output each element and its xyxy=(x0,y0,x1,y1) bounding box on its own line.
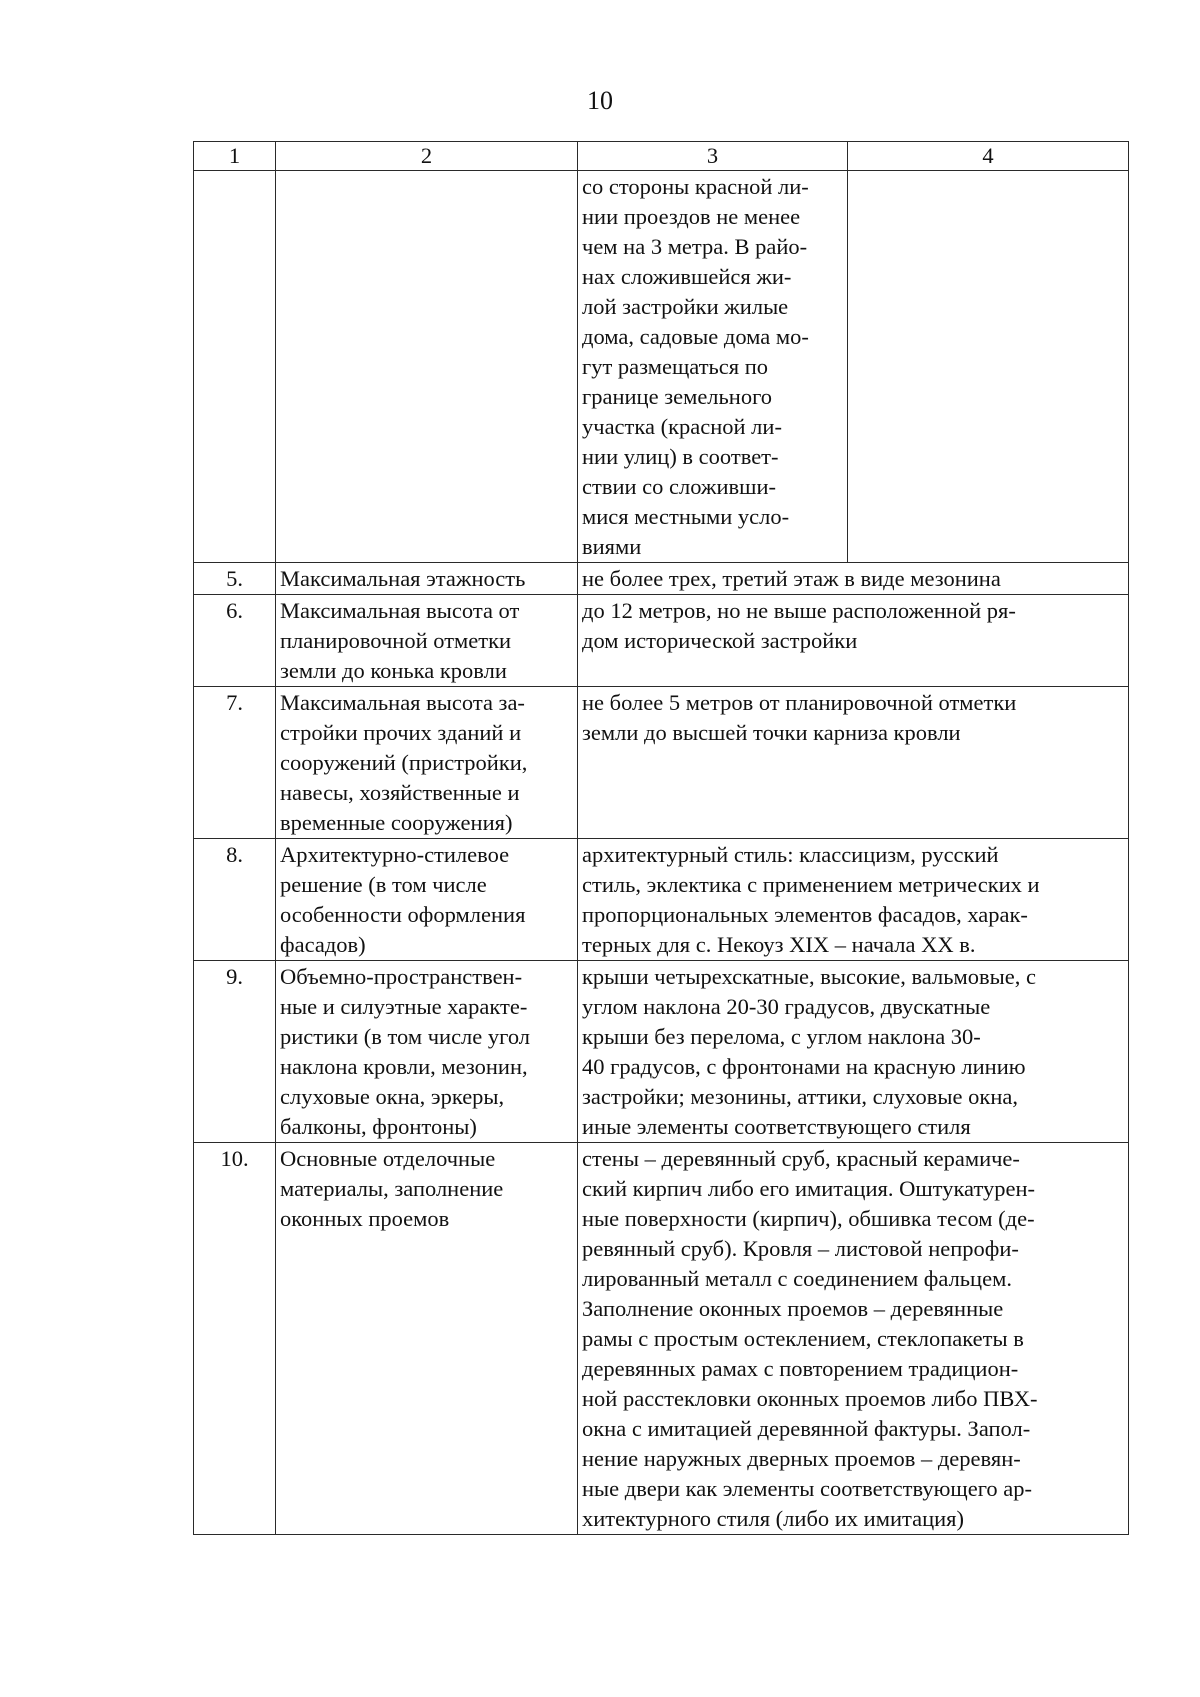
table-row xyxy=(194,687,1129,839)
row-number: 5. xyxy=(194,563,276,595)
column-number-4: 4 xyxy=(848,142,1129,171)
column-number-2: 2 xyxy=(276,142,578,171)
regulations-table xyxy=(193,141,1129,1535)
table-row xyxy=(194,563,1129,595)
column-number-header-row xyxy=(194,142,1129,171)
row-parameter: Архитектурно-стилевое решение (в том числе особенности оформления фасадов) xyxy=(276,839,578,961)
table-row xyxy=(194,961,1129,1143)
row-value: не более 5 метров от планировочной отметки земли до высшей точки карниза кровли xyxy=(578,687,1129,839)
row-parameter: Объемно-пространствен- ные и силуэтные характе- ристики (в том числе угол наклона кровли, мезонин, слуховые окна, эркеры, балконы, фронтоны) xyxy=(276,961,578,1143)
continuation-value-cell: со стороны красной ли- нии проездов не менее чем на 3 метра. В райо- нах сложившейся жи- лой застройки жилые дома, садовые дома мо- гут размещаться по границе земельного участка (красной ли- нии улиц) в соответ- ствии со сложивши- мися местными усло- виями xyxy=(578,171,848,563)
row-parameter: Основные отделочные материалы, заполнение оконных проемов xyxy=(276,1143,578,1535)
row-parameter: Максимальная высота от планировочной отметки земли до конька кровли xyxy=(276,595,578,687)
table-row xyxy=(194,839,1129,961)
table-row-continuation xyxy=(194,171,1129,563)
row-number: 10. xyxy=(194,1143,276,1535)
row-value: до 12 метров, но не выше расположенной ря- дом исторической застройки xyxy=(578,595,1129,687)
row-number: 7. xyxy=(194,687,276,839)
page-number: 10 xyxy=(587,86,613,115)
row-number: 6. xyxy=(194,595,276,687)
column-number-1: 1 xyxy=(194,142,276,171)
row-parameter: Максимальная этажность xyxy=(276,563,578,595)
continuation-extra-cell xyxy=(848,171,1129,563)
column-number-3: 3 xyxy=(578,142,848,171)
row-value: крыши четырехскатные, высокие, вальмовые, с углом наклона 20-30 градусов, двускатные крыши без перелома, с углом наклона 30- 40 градусов, с фронтонами на красную линию застройки; мезонины, аттики, слуховые окна, иные элементы соответствующего стиля xyxy=(578,961,1129,1143)
table-row xyxy=(194,595,1129,687)
row-number: 8. xyxy=(194,839,276,961)
row-parameter: Максимальная высота за- стройки прочих зданий и сооружений (пристройки, навесы, хозяйственные и временные сооружения) xyxy=(276,687,578,839)
table-row xyxy=(194,1143,1129,1535)
row-number: 9. xyxy=(194,961,276,1143)
continuation-num-cell xyxy=(194,171,276,563)
row-value: стены – деревянный сруб, красный керамиче- ский кирпич либо его имитация. Оштукатурен- ные поверхности (кирпич), обшивка тесом (де- ревянный сруб). Кровля – листовой непрофи- лированный металл с соединением фальцем. Заполнение оконных проемов – деревянные рамы с простым остеклением, стеклопакеты в деревянных рамах с повторением традицион- ной расстекловки оконных проемов либо ПВХ- окна с имитацией деревянной фактуры. Запол- нение наружных дверных проемов – деревян- ные двери как элементы соответствующего ар- хитектурного стиля (либо их имитация) xyxy=(578,1143,1129,1535)
row-value: не более трех, третий этаж в виде мезонина xyxy=(578,563,1129,595)
continuation-parameter-cell xyxy=(276,171,578,563)
row-value: архитектурный стиль: классицизм, русский стиль, эклектика с применением метрических и пропорциональных элементов фасадов, харак- терных для с. Некоуз XIX – начала XX в. xyxy=(578,839,1129,961)
